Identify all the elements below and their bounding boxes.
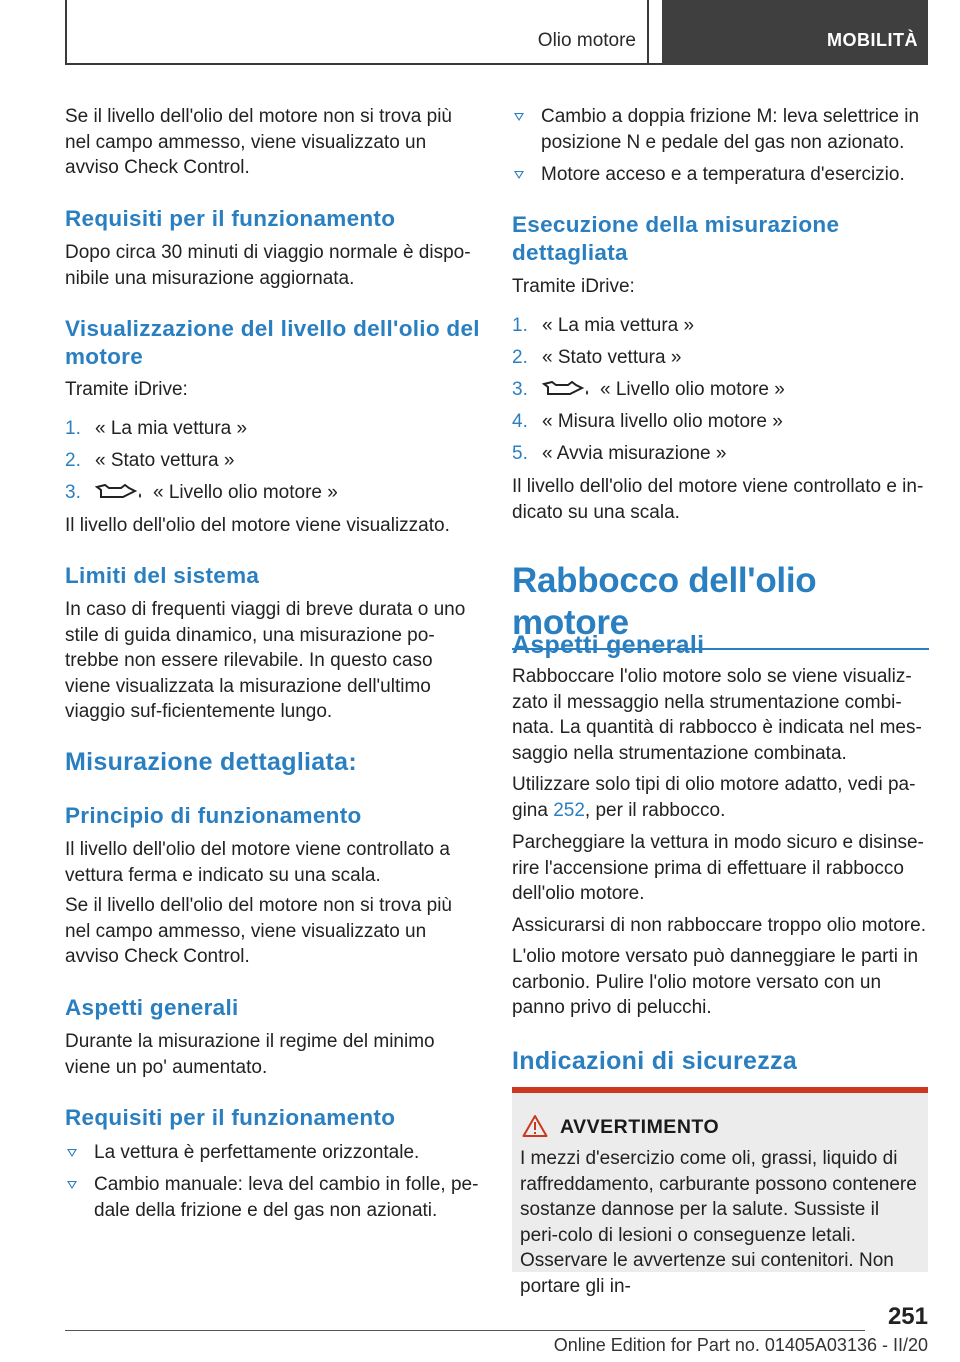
paragraph: Rabboccare l'olio motore solo se viene visualiz-zato il messaggio nella strumentazione combi-nata. La quantità di rabbocco è indicata nel mes-saggio nella strumentazione combinata. xyxy=(512,666,922,764)
idrive-steps-detailed xyxy=(512,313,929,467)
bullet-triangle-icon xyxy=(67,1149,77,1157)
header-chapter-tab: MOBILITÀ xyxy=(662,0,928,65)
list-item: 2. « Stato vettura » xyxy=(512,347,682,368)
paragraph: In caso di frequenti viaggi di breve durata o uno stile di guida dinamico, una misurazione po-trebbe non essere rilevabile. In questo caso viene visualizzata la misurazione dell'ultimo viaggio suf-ficientemente lungo. xyxy=(65,599,466,722)
list-item: 4. « Misura livello olio motore » xyxy=(512,411,783,432)
paragraph: Tramite iDrive: xyxy=(65,379,188,400)
list-item: 3. « Livello olio motore » xyxy=(512,379,785,400)
warning-triangle-icon xyxy=(522,1114,548,1138)
requirements-list xyxy=(65,1140,480,1223)
header-left-rule xyxy=(65,0,67,65)
heading-limiti: Limiti del sistema xyxy=(65,563,260,588)
paragraph: Utilizzare solo tipi di olio motore adatto, vedi pa-gina 252, per il rabbocco. xyxy=(512,774,916,821)
paragraph: Il livello dell'olio del motore viene controllato e in-dicato su una scala. xyxy=(512,476,924,523)
paragraph: Parcheggiare la vettura in modo sicuro e disinse-rire l'accensione prima di effettuare il rabbocco dell'olio motore. xyxy=(512,832,924,904)
paragraph: Durante la misurazione il regime del minimo viene un po' aumentato. xyxy=(65,1031,435,1078)
heading-aspetti: Aspetti generali xyxy=(65,995,239,1020)
paragraph: Tramite iDrive: xyxy=(512,276,635,297)
bullet-triangle-icon xyxy=(514,171,524,179)
oil-can-icon xyxy=(542,379,594,397)
list-item: 1. « La mia vettura » xyxy=(65,418,248,439)
heading-visualizzazione: Visualizzazione del livello dell'olio del motore xyxy=(65,316,480,369)
page-reference-link[interactable]: 252 xyxy=(553,799,585,821)
list-item: 1. « La mia vettura » xyxy=(512,315,695,336)
paragraph: L'olio motore versato può danneggiare le parti in carbonio. Pulire l'olio motore versato con un panno privo di pelucchi. xyxy=(512,946,919,1018)
warning-text: I mezzi d'esercizio come oli, grassi, liquido di raffreddamento, carburante possono contenere sostanze dannose per la salute. Sussiste il peri-colo di lesioni o conseguenze letali. Osservare le avvertenze sui contenitori. Non portare gli in- xyxy=(520,1148,917,1297)
warning-box xyxy=(512,1087,928,1297)
list-item: La vettura è perfettamente orizzontale. xyxy=(65,1140,480,1166)
paragraph: Se il livello dell'olio del motore non si trova più nel campo ammesso, viene visualizzato un avviso Check Control. xyxy=(65,106,452,178)
list-item: 5. « Avvia misurazione » xyxy=(512,443,727,464)
heading-esecuzione: Esecuzione della misurazione dettagliata xyxy=(512,212,840,265)
heading-rabbocco: Rabbocco dell'olio motore xyxy=(512,561,817,642)
header-divider xyxy=(647,0,649,65)
footer-edition: Online Edition for Part no. 01405A03136 - II/20 xyxy=(553,1335,928,1355)
header-section-title: Olio motore xyxy=(537,30,636,51)
heading-sicurezza: Indicazioni di sicurezza xyxy=(512,1047,798,1075)
heading-principio: Principio di funzionamento xyxy=(65,803,362,828)
paragraph: Dopo circa 30 minuti di viaggio normale è dispo-nibile una misurazione aggiornata. xyxy=(65,242,471,289)
paragraph: Il livello dell'olio del motore viene controllato a vettura ferma e indicato su una scala. xyxy=(65,839,450,886)
oil-can-icon xyxy=(95,482,147,500)
list-item: 2. « Stato vettura » xyxy=(65,450,235,471)
bullet-triangle-icon xyxy=(514,113,524,121)
heading-misurazione: Misurazione dettagliata: xyxy=(65,748,357,776)
requirements-list-continued xyxy=(512,104,929,187)
paragraph: Assicurarsi di non rabboccare troppo olio motore. xyxy=(512,915,926,936)
list-item: 3. « Livello olio motore » xyxy=(65,482,338,503)
heading-requisiti: Requisiti per il funzionamento xyxy=(65,206,396,231)
paragraph: Se il livello dell'olio del motore non si trova più nel campo ammesso, viene visualizzato un avviso Check Control. xyxy=(65,895,452,967)
heading-aspetti-generali: Aspetti generali xyxy=(512,631,705,659)
list-item: Cambio manuale: leva del cambio in folle, pe-dale della frizione e del gas non azionati. xyxy=(65,1172,480,1223)
footer-rule xyxy=(65,1330,865,1331)
idrive-steps xyxy=(65,416,480,506)
list-item: Motore acceso e a temperatura d'esercizio. xyxy=(512,162,929,188)
page-number: 251 xyxy=(887,1303,928,1330)
bullet-triangle-icon xyxy=(67,1181,77,1189)
warning-title: AVVERTIMENTO xyxy=(560,1115,920,1139)
paragraph: Il livello dell'olio del motore viene visualizzato. xyxy=(65,515,450,536)
heading-requisiti-2: Requisiti per il funzionamento xyxy=(65,1105,396,1130)
list-item: Cambio a doppia frizione M: leva selettrice in posizione N e pedale del gas non azionato. xyxy=(512,104,929,155)
